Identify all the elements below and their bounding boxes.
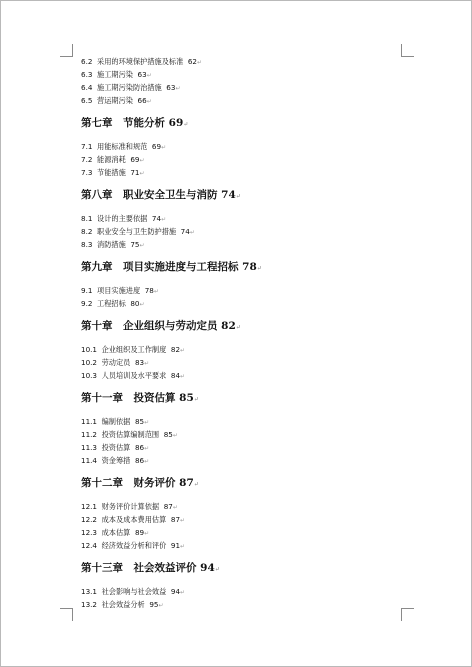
toc-entry[interactable] xyxy=(81,96,401,107)
paragraph-mark: ↵ xyxy=(193,481,199,488)
paragraph-mark: ↵ xyxy=(146,98,152,105)
paragraph-mark: ↵ xyxy=(139,170,145,177)
toc-entry[interactable] xyxy=(81,345,401,356)
toc-entry[interactable] xyxy=(81,456,401,467)
crop-mark-top-right xyxy=(401,44,414,57)
paragraph-mark: ↵ xyxy=(146,72,152,79)
entry-number: 10.1 xyxy=(81,345,98,354)
chapter-page-number: 82 xyxy=(221,320,236,332)
toc-entry[interactable] xyxy=(81,57,401,68)
entry-number: 10.3 xyxy=(81,371,98,380)
toc-entry[interactable] xyxy=(81,417,401,428)
paragraph-mark: ↵ xyxy=(214,566,220,573)
paragraph-mark: ↵ xyxy=(161,216,167,223)
entry-page-number: 74 xyxy=(180,227,190,236)
entry-number: 6.3 xyxy=(81,70,93,79)
chapter-page-number: 85 xyxy=(179,392,194,404)
paragraph-mark: ↵ xyxy=(193,396,199,403)
toc-entry[interactable] xyxy=(81,600,401,611)
toc-entry[interactable] xyxy=(81,240,401,251)
entry-title: 资金筹措 xyxy=(101,456,131,465)
entry-title: 企业组织及工作制度 xyxy=(101,345,167,354)
entry-title: 用能标准和规范 xyxy=(97,142,148,151)
paragraph-mark: ↵ xyxy=(153,288,159,295)
crop-mark-bottom-right xyxy=(401,608,414,621)
toc-entry[interactable] xyxy=(81,587,401,598)
entry-number: 12.1 xyxy=(81,502,98,511)
toc-entry[interactable] xyxy=(81,502,401,513)
toc-entry[interactable] xyxy=(81,155,401,166)
chapter-page-number: 78 xyxy=(242,261,257,273)
entry-number: 9.1 xyxy=(81,286,93,295)
entry-title: 劳动定员 xyxy=(101,358,131,367)
crop-mark-bottom-left xyxy=(60,608,73,621)
entry-title: 施工期污染 xyxy=(97,70,133,79)
toc-entry[interactable] xyxy=(81,168,401,179)
paragraph-mark: ↵ xyxy=(256,265,262,272)
toc-entry[interactable] xyxy=(81,528,401,539)
chapter-page-number: 74 xyxy=(221,189,236,201)
entry-page-number: 62 xyxy=(187,57,198,66)
entry-title: 投资估算编制范围 xyxy=(101,430,160,439)
toc-entry[interactable] xyxy=(81,443,401,454)
paragraph-mark: ↵ xyxy=(144,419,150,426)
entry-title: 设计的主要依据 xyxy=(97,214,148,223)
entry-title: 投资估算 xyxy=(101,443,131,452)
paragraph-mark: ↵ xyxy=(144,445,150,452)
entry-page-number: 71 xyxy=(130,168,140,177)
toc-entry[interactable] xyxy=(81,358,401,369)
entry-page-number: 85 xyxy=(163,430,173,439)
entry-number: 10.2 xyxy=(81,358,98,367)
toc-entry[interactable] xyxy=(81,541,401,552)
entry-title: 职业安全与卫生防护措施 xyxy=(97,227,177,236)
toc-entry[interactable] xyxy=(81,430,401,441)
chapter-title: 第十一章 投资估算 xyxy=(81,392,176,404)
entry-page-number: 94 xyxy=(170,587,181,596)
entry-number: 8.1 xyxy=(81,214,93,223)
paragraph-mark: ↵ xyxy=(172,432,178,439)
paragraph-mark: ↵ xyxy=(144,360,150,367)
paragraph-mark: ↵ xyxy=(197,59,203,66)
entry-page-number: 83 xyxy=(134,358,145,367)
paragraph-mark: ↵ xyxy=(180,589,186,596)
entry-page-number: 84 xyxy=(170,371,181,380)
entry-page-number: 86 xyxy=(134,443,145,452)
crop-mark-top-left xyxy=(60,44,73,57)
paragraph-mark: ↵ xyxy=(139,242,145,249)
toc-entry[interactable] xyxy=(81,214,401,225)
entry-title: 能源消耗 xyxy=(97,155,126,164)
paragraph-mark: ↵ xyxy=(139,157,145,164)
paragraph-mark: ↵ xyxy=(183,121,189,128)
toc-entry[interactable] xyxy=(81,299,401,310)
entry-page-number: 91 xyxy=(170,541,181,550)
entry-page-number: 85 xyxy=(134,417,145,426)
entry-page-number: 87 xyxy=(163,502,173,511)
entry-page-number: 82 xyxy=(170,345,181,354)
toc-chapter-heading[interactable] xyxy=(81,188,401,204)
entry-page-number: 69 xyxy=(151,142,162,151)
paragraph-mark: ↵ xyxy=(235,193,241,200)
paragraph-mark: ↵ xyxy=(175,85,181,92)
entry-number: 13.2 xyxy=(81,600,98,609)
chapter-title: 第十章 企业组织与劳动定员 xyxy=(81,320,218,332)
entry-page-number: 80 xyxy=(130,299,140,308)
chapter-title: 第十二章 财务评价 xyxy=(81,477,176,489)
toc-chapter-heading[interactable] xyxy=(81,260,401,276)
toc-chapter-heading[interactable] xyxy=(81,319,401,335)
entry-title: 施工期污染防治措施 xyxy=(97,83,162,92)
entry-number: 7.3 xyxy=(81,168,93,177)
paragraph-mark: ↵ xyxy=(144,530,150,537)
entry-number: 12.2 xyxy=(81,515,98,524)
entry-page-number: 69 xyxy=(130,155,140,164)
entry-page-number: 95 xyxy=(149,600,159,609)
toc-entry[interactable] xyxy=(81,286,401,297)
toc-entry[interactable] xyxy=(81,142,401,153)
toc-entry[interactable] xyxy=(81,515,401,526)
entry-title: 财务评价计算依据 xyxy=(101,502,160,511)
toc-chapter-heading[interactable] xyxy=(81,561,401,577)
paragraph-mark: ↵ xyxy=(235,324,241,331)
entry-number: 6.4 xyxy=(81,83,93,92)
entry-number: 13.1 xyxy=(81,587,98,596)
entry-number: 9.2 xyxy=(81,299,93,308)
entry-page-number: 89 xyxy=(134,528,145,537)
entry-number: 6.2 xyxy=(81,57,93,66)
entry-title: 消防措施 xyxy=(97,240,126,249)
chapter-title: 第七章 节能分析 xyxy=(81,117,165,129)
toc-chapter-heading[interactable] xyxy=(81,391,401,407)
entry-title: 社会效益分析 xyxy=(101,600,145,609)
entry-page-number: 87 xyxy=(170,515,181,524)
entry-number: 7.2 xyxy=(81,155,93,164)
entry-page-number: 66 xyxy=(137,96,147,105)
toc-chapter-heading[interactable] xyxy=(81,116,401,132)
paragraph-mark: ↵ xyxy=(158,602,164,609)
entry-title: 成本及成本费用估算 xyxy=(101,515,167,524)
entry-number: 12.3 xyxy=(81,528,98,537)
chapter-title: 第十三章 社会效益评价 xyxy=(81,562,197,574)
toc-chapter-heading[interactable] xyxy=(81,476,401,492)
entry-title: 营运期污染 xyxy=(97,96,133,105)
paragraph-mark: ↵ xyxy=(180,543,186,550)
entry-title: 人员培训及水平要求 xyxy=(101,371,167,380)
entry-title: 节能措施 xyxy=(97,168,126,177)
entry-title: 经济效益分析和评价 xyxy=(101,541,167,550)
entry-number: 11.3 xyxy=(81,443,98,452)
entry-number: 11.2 xyxy=(81,430,98,439)
toc-entry[interactable] xyxy=(81,227,401,238)
paragraph-mark: ↵ xyxy=(180,373,186,380)
paragraph-mark: ↵ xyxy=(189,229,195,236)
entry-title: 社会影响与社会效益 xyxy=(101,587,167,596)
toc-entry[interactable] xyxy=(81,70,401,81)
entry-title: 项目实施进度 xyxy=(97,286,141,295)
entry-page-number: 86 xyxy=(134,456,145,465)
entry-number: 11.1 xyxy=(81,417,98,426)
toc-entry[interactable] xyxy=(81,371,401,382)
table-of-contents xyxy=(81,57,401,613)
chapter-page-number: 87 xyxy=(179,477,194,489)
chapter-title: 第八章 职业安全卫生与消防 xyxy=(81,189,218,201)
entry-number: 8.2 xyxy=(81,227,93,236)
entry-number: 8.3 xyxy=(81,240,93,249)
paragraph-mark: ↵ xyxy=(180,517,186,524)
chapter-page-number: 94 xyxy=(200,562,215,574)
entry-number: 6.5 xyxy=(81,96,93,105)
paragraph-mark: ↵ xyxy=(144,458,150,465)
entry-page-number: 74 xyxy=(151,214,162,223)
toc-entry[interactable] xyxy=(81,83,401,94)
entry-page-number: 78 xyxy=(144,286,154,295)
entry-number: 11.4 xyxy=(81,456,98,465)
paragraph-mark: ↵ xyxy=(161,144,167,151)
entry-title: 编制依据 xyxy=(101,417,131,426)
paragraph-mark: ↵ xyxy=(172,504,178,511)
entry-title: 成本估算 xyxy=(101,528,131,537)
entry-number: 12.4 xyxy=(81,541,98,550)
entry-title: 采用的环境保护措施及标准 xyxy=(97,57,184,66)
entry-page-number: 63 xyxy=(166,83,176,92)
chapter-page-number: 69 xyxy=(168,117,184,129)
paragraph-mark: ↵ xyxy=(139,301,145,308)
entry-page-number: 75 xyxy=(130,240,140,249)
entry-number: 7.1 xyxy=(81,142,93,151)
entry-title: 工程招标 xyxy=(97,299,126,308)
chapter-title: 第九章 项目实施进度与工程招标 xyxy=(81,261,239,273)
entry-page-number: 63 xyxy=(137,70,147,79)
paragraph-mark: ↵ xyxy=(180,347,186,354)
